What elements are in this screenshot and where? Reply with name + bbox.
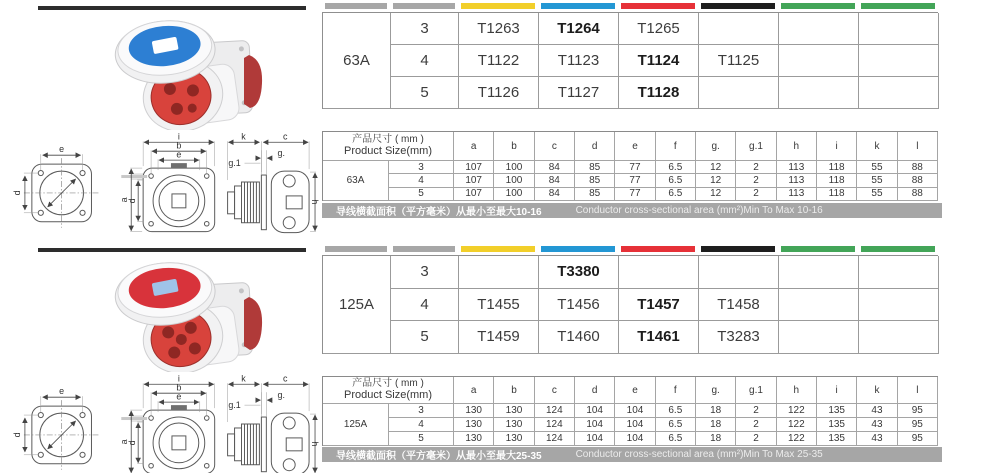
dim-value: 135 bbox=[817, 418, 857, 432]
svg-text:b: b bbox=[176, 140, 182, 151]
dim-col-header: d bbox=[575, 132, 615, 161]
dim-value: 43 bbox=[857, 432, 897, 446]
dim-value: 77 bbox=[615, 174, 655, 187]
color-strip bbox=[701, 246, 775, 252]
dim-value: 122 bbox=[777, 432, 817, 446]
model-cell bbox=[699, 13, 779, 45]
model-cell: T1122 bbox=[459, 45, 539, 77]
dim-value: 100 bbox=[494, 174, 534, 187]
dim-value: 6.5 bbox=[656, 174, 696, 187]
dim-value: 88 bbox=[898, 188, 938, 201]
dim-value: 2 bbox=[736, 161, 776, 174]
dim-value: 122 bbox=[777, 404, 817, 418]
color-strip bbox=[861, 3, 935, 9]
dim-value: 130 bbox=[454, 432, 494, 446]
svg-text:i: i bbox=[177, 373, 180, 384]
dim-value: 118 bbox=[817, 174, 857, 187]
color-strip bbox=[621, 3, 695, 9]
dim-value: 85 bbox=[575, 188, 615, 201]
dimension-drawing-63a bbox=[10, 130, 320, 235]
color-strip bbox=[325, 3, 387, 9]
dim-value: 135 bbox=[817, 404, 857, 418]
dim-value: 130 bbox=[494, 418, 534, 432]
dim-col-header: g.1 bbox=[736, 132, 776, 161]
dim-col-header: c bbox=[535, 132, 575, 161]
color-strip bbox=[393, 246, 455, 252]
pole-cell: 3 bbox=[389, 161, 454, 174]
conductor-area-banner bbox=[322, 447, 942, 462]
dim-value: 85 bbox=[575, 161, 615, 174]
model-cell: T1124 bbox=[619, 45, 699, 77]
dim-col-header: a bbox=[454, 377, 494, 404]
dim-value: 2 bbox=[736, 418, 776, 432]
dim-value: 124 bbox=[535, 432, 575, 446]
dim-value: 55 bbox=[857, 161, 897, 174]
svg-text:e: e bbox=[59, 386, 65, 397]
model-cell: T1459 bbox=[459, 321, 539, 354]
svg-text:k: k bbox=[241, 373, 246, 384]
dim-value: 77 bbox=[615, 161, 655, 174]
dim-value: 12 bbox=[696, 174, 736, 187]
model-table-63a bbox=[322, 3, 938, 109]
svg-text:h: h bbox=[310, 441, 320, 447]
dim-value: 6.5 bbox=[656, 432, 696, 446]
dim-value: 100 bbox=[494, 161, 534, 174]
dim-value: 130 bbox=[494, 432, 534, 446]
dim-value: 84 bbox=[535, 174, 575, 187]
size-table-title: 产品尺寸 ( mm ) Product Size(mm) bbox=[323, 377, 454, 404]
amp-rating: 63A bbox=[323, 161, 389, 201]
model-cell: T3283 bbox=[699, 321, 779, 354]
model-cell bbox=[459, 256, 539, 289]
dim-value: 85 bbox=[575, 174, 615, 187]
model-cell: T1265 bbox=[619, 13, 699, 45]
svg-text:e: e bbox=[176, 391, 182, 402]
dim-value: 18 bbox=[696, 418, 736, 432]
dim-value: 55 bbox=[857, 174, 897, 187]
model-cell bbox=[779, 77, 859, 109]
color-strip bbox=[621, 246, 695, 252]
amp-rating: 125A bbox=[323, 256, 391, 354]
dim-value: 6.5 bbox=[656, 188, 696, 201]
dim-value: 2 bbox=[736, 432, 776, 446]
dim-value: 104 bbox=[615, 404, 655, 418]
dim-value: 95 bbox=[898, 404, 938, 418]
model-cell: T1456 bbox=[539, 289, 619, 322]
pole-cell: 3 bbox=[391, 256, 459, 289]
pole-cell: 3 bbox=[389, 404, 454, 418]
pole-cell: 4 bbox=[391, 45, 459, 77]
dim-value: 130 bbox=[494, 404, 534, 418]
svg-text:c: c bbox=[282, 131, 288, 142]
dim-value: 6.5 bbox=[656, 418, 696, 432]
svg-text:d: d bbox=[11, 432, 22, 438]
dim-col-header: f bbox=[656, 377, 696, 404]
dim-col-header: g.1 bbox=[736, 377, 776, 404]
banner-text-en: Conductor cross-sectional area (mm²)Min To Max 10-16 bbox=[575, 205, 823, 216]
dim-value: 84 bbox=[535, 188, 575, 201]
dim-col-header: k bbox=[857, 377, 897, 404]
svg-text:b: b bbox=[176, 382, 182, 393]
color-strip bbox=[461, 246, 535, 252]
svg-text:g.: g. bbox=[277, 148, 285, 159]
dim-value: 2 bbox=[736, 188, 776, 201]
dim-value: 104 bbox=[575, 404, 615, 418]
dim-value: 113 bbox=[777, 161, 817, 174]
dim-value: 130 bbox=[454, 418, 494, 432]
model-cell: T1455 bbox=[459, 289, 539, 322]
dim-col-header: h bbox=[777, 377, 817, 404]
model-cell bbox=[779, 256, 859, 289]
pole-cell: 5 bbox=[389, 432, 454, 446]
color-strip bbox=[325, 246, 387, 252]
svg-text:h: h bbox=[310, 199, 320, 205]
dim-value: 6.5 bbox=[656, 161, 696, 174]
front-view bbox=[119, 131, 214, 231]
model-cell bbox=[859, 77, 939, 109]
dim-value: 100 bbox=[494, 188, 534, 201]
dim-value: 2 bbox=[736, 174, 776, 187]
dim-value: 77 bbox=[615, 188, 655, 201]
dimension-drawing-125a bbox=[10, 372, 320, 473]
pole-cell: 3 bbox=[391, 13, 459, 45]
pole-cell: 5 bbox=[391, 321, 459, 354]
svg-text:d: d bbox=[11, 190, 22, 196]
svg-text:k: k bbox=[241, 131, 246, 142]
product-photo-125a bbox=[95, 252, 270, 372]
model-cell: T3380 bbox=[539, 256, 619, 289]
dim-value: 124 bbox=[535, 418, 575, 432]
model-cell bbox=[619, 256, 699, 289]
dim-col-header: c bbox=[535, 377, 575, 404]
dim-col-header: l bbox=[898, 132, 938, 161]
svg-text:a: a bbox=[119, 197, 130, 203]
dim-value: 43 bbox=[857, 404, 897, 418]
dim-value: 12 bbox=[696, 161, 736, 174]
color-strip bbox=[861, 246, 935, 252]
conductor-area-banner bbox=[322, 203, 942, 218]
dim-value: 12 bbox=[696, 188, 736, 201]
size-table-63a bbox=[322, 131, 938, 201]
dim-value: 88 bbox=[898, 161, 938, 174]
model-cell bbox=[779, 45, 859, 77]
dim-value: 118 bbox=[817, 188, 857, 201]
banner-text-cn: 导线横截面积（平方毫米）从最小至最大25-35 bbox=[336, 451, 542, 462]
size-table-title: 产品尺寸 ( mm ) Product Size(mm) bbox=[323, 132, 454, 161]
dim-value: 107 bbox=[454, 174, 494, 187]
dim-col-header: l bbox=[898, 377, 938, 404]
dim-col-header: e bbox=[615, 132, 655, 161]
model-cell: T1458 bbox=[699, 289, 779, 322]
amp-rating: 125A bbox=[323, 404, 389, 446]
side-view bbox=[228, 373, 320, 473]
dim-value: 104 bbox=[575, 418, 615, 432]
mounting-plate-view bbox=[12, 386, 99, 470]
pole-cell: 5 bbox=[391, 77, 459, 109]
dim-value: 113 bbox=[777, 188, 817, 201]
model-cell: T1123 bbox=[539, 45, 619, 77]
color-strip bbox=[781, 3, 855, 9]
dim-value: 107 bbox=[454, 161, 494, 174]
model-cell: T1125 bbox=[699, 45, 779, 77]
dim-value: 113 bbox=[777, 174, 817, 187]
dim-value: 84 bbox=[535, 161, 575, 174]
dim-value: 6.5 bbox=[656, 404, 696, 418]
terminal-housing bbox=[244, 55, 262, 108]
model-cell: T1128 bbox=[619, 77, 699, 109]
dim-value: 130 bbox=[454, 404, 494, 418]
product-photo-63a bbox=[95, 10, 270, 130]
dim-col-header: i bbox=[817, 377, 857, 404]
dim-col-header: b bbox=[494, 132, 534, 161]
dim-value: 118 bbox=[817, 161, 857, 174]
dim-col-header: a bbox=[454, 132, 494, 161]
svg-text:d: d bbox=[127, 198, 138, 204]
model-table-125a bbox=[322, 246, 938, 354]
color-strip bbox=[461, 3, 535, 9]
dim-value: 18 bbox=[696, 404, 736, 418]
dim-value: 107 bbox=[454, 188, 494, 201]
model-cell: T1460 bbox=[539, 321, 619, 354]
color-strip-row bbox=[322, 246, 938, 252]
dim-value: 18 bbox=[696, 432, 736, 446]
dim-value: 104 bbox=[615, 432, 655, 446]
model-cell bbox=[859, 289, 939, 322]
dim-col-header: d bbox=[575, 377, 615, 404]
model-cell bbox=[859, 321, 939, 354]
front-view bbox=[119, 373, 214, 473]
model-cell: T1263 bbox=[459, 13, 539, 45]
side-view bbox=[228, 131, 320, 232]
model-cell: T1461 bbox=[619, 321, 699, 354]
dim-col-header: b bbox=[494, 377, 534, 404]
mounting-plate-view bbox=[12, 144, 99, 228]
terminal-housing bbox=[244, 297, 262, 350]
model-cell: T1457 bbox=[619, 289, 699, 322]
model-cell: T1264 bbox=[539, 13, 619, 45]
svg-text:g.1: g.1 bbox=[228, 158, 241, 169]
dim-value: 95 bbox=[898, 432, 938, 446]
dim-col-header: i bbox=[817, 132, 857, 161]
model-cell: T1127 bbox=[539, 77, 619, 109]
color-strip-row bbox=[322, 3, 938, 9]
dim-col-header: e bbox=[615, 377, 655, 404]
color-strip bbox=[541, 246, 615, 252]
model-cell bbox=[699, 256, 779, 289]
model-cell bbox=[859, 13, 939, 45]
dim-value: 88 bbox=[898, 174, 938, 187]
dim-value: 122 bbox=[777, 418, 817, 432]
svg-text:g.: g. bbox=[277, 390, 285, 401]
color-strip bbox=[781, 246, 855, 252]
dim-value: 95 bbox=[898, 418, 938, 432]
model-cell bbox=[859, 256, 939, 289]
dim-value: 135 bbox=[817, 432, 857, 446]
dim-col-header: g. bbox=[696, 132, 736, 161]
svg-text:c: c bbox=[282, 373, 288, 384]
pole-cell: 4 bbox=[389, 174, 454, 187]
color-strip bbox=[701, 3, 775, 9]
dim-value: 2 bbox=[736, 404, 776, 418]
banner-text-en: Conductor cross-sectional area (mm²)Min To Max 25-35 bbox=[575, 449, 823, 460]
svg-text:d: d bbox=[127, 440, 138, 446]
dim-value: 124 bbox=[535, 404, 575, 418]
color-strip bbox=[541, 3, 615, 9]
model-cell bbox=[699, 77, 779, 109]
model-cell: T1126 bbox=[459, 77, 539, 109]
dim-value: 43 bbox=[857, 418, 897, 432]
dim-value: 104 bbox=[575, 432, 615, 446]
pole-cell: 4 bbox=[389, 418, 454, 432]
dim-col-header: g. bbox=[696, 377, 736, 404]
color-strip bbox=[393, 3, 455, 9]
size-table-125a bbox=[322, 376, 938, 446]
model-cell bbox=[779, 321, 859, 354]
dim-value: 104 bbox=[615, 418, 655, 432]
model-cell bbox=[779, 289, 859, 322]
svg-text:i: i bbox=[177, 131, 180, 142]
svg-text:e: e bbox=[59, 144, 65, 155]
model-cell bbox=[859, 45, 939, 77]
pole-cell: 5 bbox=[389, 188, 454, 201]
svg-text:g.1: g.1 bbox=[228, 400, 241, 411]
model-cell bbox=[779, 13, 859, 45]
dim-value: 55 bbox=[857, 188, 897, 201]
dim-col-header: f bbox=[656, 132, 696, 161]
dim-col-header: h bbox=[777, 132, 817, 161]
svg-text:a: a bbox=[119, 439, 130, 445]
pole-cell: 4 bbox=[391, 289, 459, 322]
dim-col-header: k bbox=[857, 132, 897, 161]
amp-rating: 63A bbox=[323, 13, 391, 109]
svg-text:e: e bbox=[176, 149, 182, 160]
banner-text-cn: 导线横截面积（平方毫米）从最小至最大10-16 bbox=[336, 207, 542, 218]
